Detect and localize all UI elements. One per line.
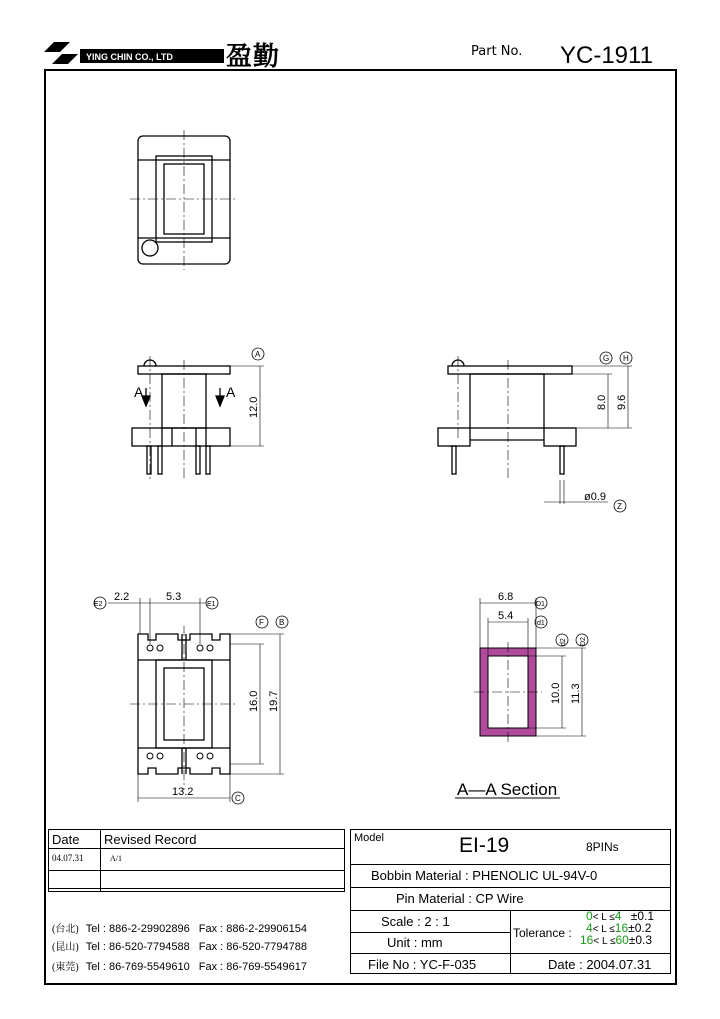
dim-19-7: 19.7 xyxy=(268,690,280,712)
tolerance-row-1: 0< L ≤4 ±0.1 xyxy=(586,909,655,923)
dim-16-0: 16.0 xyxy=(248,690,260,712)
ref-h: H xyxy=(623,354,629,363)
dim-5-3: 5.3 xyxy=(166,591,182,603)
dim-9-6: 9.6 xyxy=(616,394,628,410)
ref-d1-outer: D1 xyxy=(536,601,545,608)
company-name-cn: 盈勤 xyxy=(226,42,281,72)
dim-pin-dia: ø0.9 xyxy=(584,491,607,503)
ref-e1: E1 xyxy=(207,601,216,608)
ref-d2-inner: d2 xyxy=(560,638,567,646)
dim-13-2: 13.2 xyxy=(172,786,194,798)
contact-taipei: (台北) Tel : 886-2-29902896 Fax : 886-2-29906154 xyxy=(52,923,308,935)
revision-date: 04.07.31 xyxy=(52,853,84,863)
dim-10-0: 10.0 xyxy=(550,682,562,704)
ref-c: C xyxy=(235,794,241,803)
ref-d1-inner: d1 xyxy=(537,620,545,627)
pin-material: Pin Material : CP Wire xyxy=(396,891,524,906)
contact-kunshan: (昆山) Tel : 86-520-7794588 Fax : 86-520-7794788 xyxy=(52,941,308,953)
dim-5-4: 5.4 xyxy=(498,610,514,622)
part-no-label: Part No. xyxy=(471,44,523,59)
scale: Scale : 2 : 1 xyxy=(381,914,450,929)
part-no: YC-1911 xyxy=(560,42,653,69)
ref-d2-outer: D2 xyxy=(580,637,587,646)
section-mark-left: A xyxy=(134,384,144,400)
col-date: Date xyxy=(52,832,80,847)
col-revised-record: Revised Record xyxy=(104,832,197,847)
model-label: Model xyxy=(354,832,384,844)
dim-6-8: 6.8 xyxy=(498,591,514,603)
section-title: A—A Section xyxy=(457,780,558,799)
tolerance-label: Tolerance : xyxy=(513,926,572,940)
side-view-right xyxy=(438,352,632,512)
ref-e2: E2 xyxy=(94,601,103,608)
side-view-left xyxy=(132,348,264,480)
dim-12-0: 12.0 xyxy=(248,396,260,418)
pins-value: 8PINs xyxy=(586,840,619,854)
bobbin-material: Bobbin Material : PHENOLIC UL-94V-0 xyxy=(371,868,598,883)
date: Date : 2004.07.31 xyxy=(548,957,652,972)
contact-dongguan: (東莞) Tel : 86-769-5549610 Fax : 86-769-5549617 xyxy=(52,961,308,973)
revision-table xyxy=(48,829,345,892)
file-no: File No : YC-F-035 xyxy=(368,957,477,972)
section-view xyxy=(455,597,588,798)
tolerance-row-2: 4< L ≤16±0.2 xyxy=(586,921,652,935)
model-value: EI-19 xyxy=(459,834,510,857)
section-mark-right: A xyxy=(226,384,236,400)
revision-record: A/1 xyxy=(110,854,122,863)
company-name-en: YING CHIN CO., LTD xyxy=(86,52,173,62)
top-view xyxy=(130,130,238,270)
unit: Unit : mm xyxy=(387,935,443,950)
ref-a: A xyxy=(255,350,261,359)
dim-11-3: 11.3 xyxy=(570,683,582,704)
ref-f: F xyxy=(259,618,264,627)
tolerance-row-3: 16< L ≤60±0.3 xyxy=(580,933,653,947)
ref-g: G xyxy=(603,354,610,363)
ref-z: Z xyxy=(617,502,622,511)
dim-8-0: 8.0 xyxy=(596,394,608,410)
dim-2-2: 2.2 xyxy=(114,591,130,603)
ref-b: B xyxy=(279,618,285,627)
